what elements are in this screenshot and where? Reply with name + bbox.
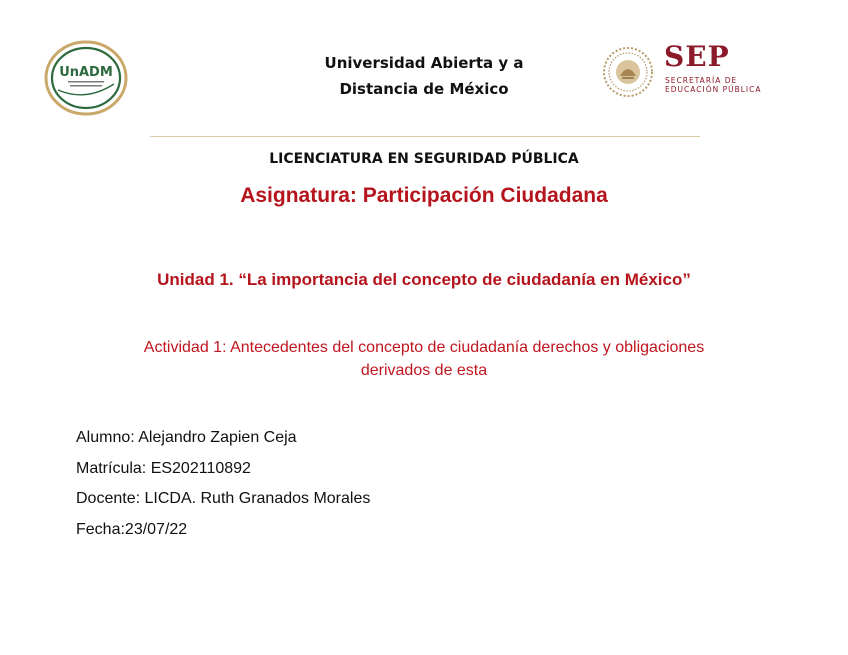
sep-logo-subtitle	[665, 76, 762, 94]
date: Fecha:23/07/22	[76, 520, 188, 538]
unit-title: Unidad 1. “La importancia del concepto de ciudadanía en México”	[157, 270, 691, 289]
sep-logo-subtitle-line2: EDUCACIÓN PÚBLICA	[665, 85, 762, 94]
student-id: Matrícula: ES202110892	[76, 459, 251, 477]
activity-title	[70, 336, 778, 382]
career-title: LICENCIATURA EN SEGURIDAD PÚBLICA	[269, 151, 579, 167]
student-info	[76, 423, 370, 545]
activity-title-line1: Actividad 1: Antecedentes del concepto de ciudadanía derechos y obligaciones	[143, 339, 705, 356]
unadm-logo	[44, 40, 128, 116]
unadm-logo-graphic	[44, 40, 128, 116]
sep-logo-word: SEP	[664, 40, 730, 73]
unadm-logo-text: UnADM	[59, 65, 113, 80]
teacher-name: Docente: LICDA. Ruth Granados Morales	[76, 490, 371, 507]
header-divider	[150, 136, 700, 137]
university-title-line1: Universidad Abierta y a	[324, 54, 524, 72]
sep-logo	[602, 40, 772, 102]
mexico-seal-icon	[602, 46, 654, 98]
activity-title-line2: derivados de esta	[360, 362, 488, 379]
student-name: Alumno: Alejandro Zapien Ceja	[76, 429, 297, 446]
subject-title: Asignatura: Participación Ciudadana	[240, 184, 608, 207]
university-title	[250, 50, 598, 102]
university-title-line2: Distancia de México	[339, 80, 509, 98]
sep-logo-subtitle-line1: SECRETARÍA DE	[665, 76, 738, 85]
